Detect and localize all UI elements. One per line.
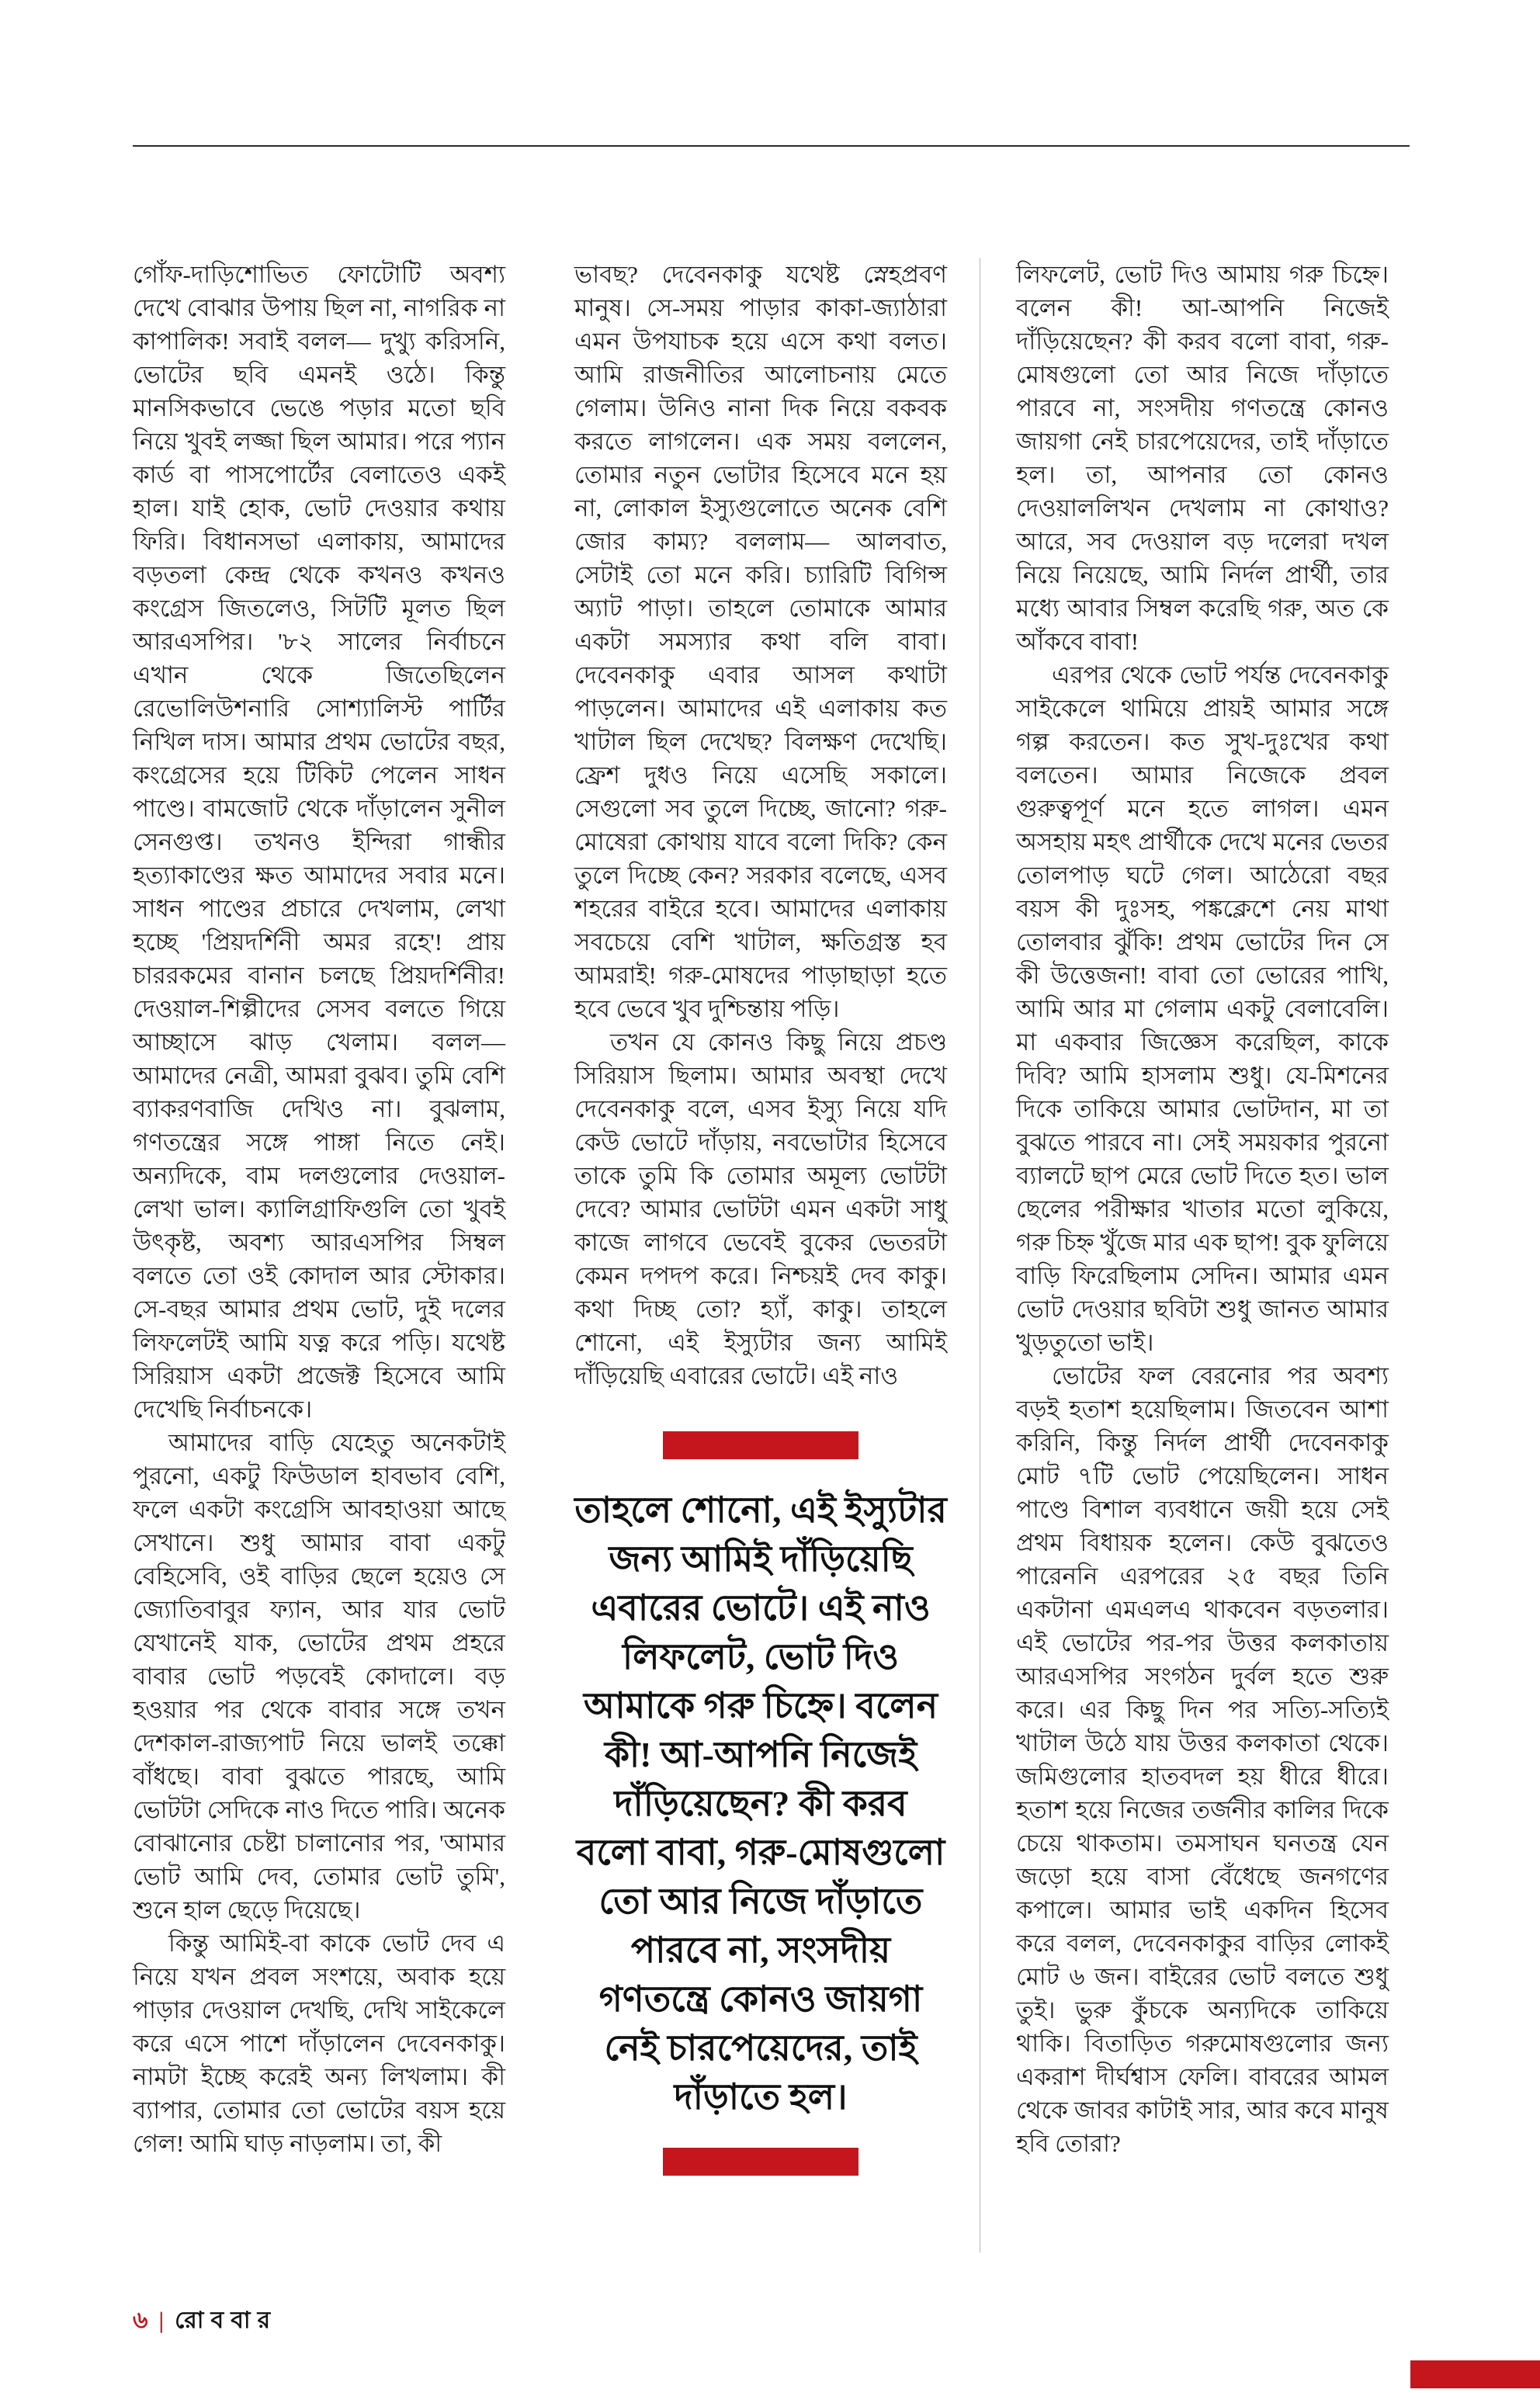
paragraph: লিফলেট, ভোট দিও আমায় গরু চিহ্নে। বলেন কী! আ-আপনি নিজেই দাঁড়িয়েছেন? কী করব বলো বাবা, গরু-মোষগুলো তো আর নিজে দাঁড়াতে পারবে না, সংসদীয় গণতন্ত্রে কোনও জায়গা নেই চারপেয়েদের, তাই দাঁড়াতে হল। তা, আপনার তো কোনও দেওয়াললিখন দেখলাম না কোথাও? আরে, সব দেওয়াল বড় দলেরা দখল নিয়ে নিয়েছে, আমি নির্দল প্রার্থী, তার মধ্যে আবার সিম্বল করেছি গরু, অত কে আঁকবে বাবা! <box>1016 261 1389 655</box>
corner-accent-bar <box>1410 2360 1540 2388</box>
paragraph: আমাদের বাড়ি যেহেতু অনেকটাই পুরনো, একটু ফিউডাল হাবভাব বেশি, ফলে একটা কংগ্রেসি আবহাওয়া আছে সেখানে। শুধু আমার বাবা একটু বেহিসেবি, ওই বাড়ির ছেলে হয়েও সে জ্যোতিবাবুর ফ্যান, আর যার ভোট যেখানেই যাক, ভোটের প্রথম প্রহরে বাবার ভোট পড়বেই কোদালে। বড় হওয়ার পর থেকে বাবার সঙ্গে তখন দেশকাল-রাজ্যপাট নিয়ে ভালই তক্কো বাঁধছে। বাবা বুঝতে পারছে, আমি ভোটটা সেদিকে নাও দিতে পারি। অনেক বোঝানোর চেষ্টা চালানোর পর, 'আমার ভোট আমি দেব, তোমার ভোট তুমি', শুনে হাল ছেড়ে দিয়েছে। <box>133 1429 505 1923</box>
column-1 <box>133 258 505 2176</box>
paragraph: ভোটের ফল বেরনোর পর অবশ্য বড়ই হতাশ হয়েছিলাম। জিতবেন আশা করিনি, কিন্তু নির্দল প্রার্থী দেবেনকাকু মোট ৭টি ভোট পেয়েছিলেন। সাধন পাণ্ডে বিশাল ব্যবধানে জয়ী হয়ে সেই প্রথম বিধায়ক হলেন। কেউ বুঝতেও পারেননি এরপরের ২৫ বছর তিনি একটানা এমএলএ থাকবেন বড়তলার। এই ভোটের পর-পর উত্তর কলকাতায় আরএসপির সংগঠন দুর্বল হতে শুরু করে। এর কিছু দিন পর সত্যি-সত্যিই খাটাল উঠে যায় উত্তর কলকাতা থেকে। জমিগুলোর হাতবদল হয় ধীরে ধীরে। হতাশ হয়ে নিজের তর্জনীর কালির দিকে চেয়ে থাকতাম। তমসাঘন ঘনতন্ত্র যেন জড়ো হয়ে বাসা বেঁধেছে জনগণের কপালে। আমার ভাই একদিন হিসেব করে বলল, দেবেনকাকুর বাড়ির লোকই মোট ৬ জন। বাইরের ভোট বলতে শুধু তুই। ভুরু কুঁচকে অন্যদিকে তাকিয়ে থাকি। বিতাড়িত গরুমোষগুলোর জন্য একরাশ দীর্ঘশ্বাস ফেলি। বাবরের আমল থেকে জাবর কাটাই সার, আর কবে মানুষ হবি তোরা? <box>1016 1362 1389 2157</box>
paragraph: তখন যে কোনও কিছু নিয়ে প্রচণ্ড সিরিয়াস ছিলাম। আমার অবস্থা দেখে দেবেনকাকু বলে, এসব ইস্যু নিয়ে যদি কেউ ভোটে দাঁড়ায়, নবভোটার হিসেবে তাকে তুমি কি তোমার অমূল্য ভোটটা দেবে? আমার ভোটটা এমন একটা সাধু কাজে লাগবে ভেবেই বুকের ভেতরটা কেমন দপদপ করে। নিশ্চয়ই দেব কাকু। কথা দিচ্ছ তো? হ্যাঁ, কাকু। তাহলে শোনো, এই ইস্যুটার জন্য আমিই দাঁড়িয়েছি এবারের ভোটে। এই নাও <box>574 1028 947 1389</box>
paragraph: কিন্তু আমিই-বা কাকে ভোট দেব এ নিয়ে যখন প্রবল সংশয়ে, অবাক হয়ে পাড়ার দেওয়াল দেখছি, দেখি সাইকেলে করে এসে পাশে দাঁড়ালেন দেবেনকাকু। নামটা ইচ্ছে করেই অন্য লিখলাম। কী ব্যাপার, তোমার তো ভোটের বয়স হয়ে গেল! আমি ঘাড় নাড়লাম। তা, কী <box>133 1930 505 2157</box>
column-2 <box>574 258 947 2176</box>
paragraph: ভাবছ? দেবেনকাকু যথেষ্ট স্নেহপ্রবণ মানুষ। সে-সময় পাড়ার কাকা-জ্যাঠারা এমন উপযাচক হয়ে এসে কথা বলত। আমি রাজনীতির আলোচনায় মেতে গেলাম। উনিও নানা দিক নিয়ে বকবক করতে লাগলেন। এক সময় বললেন, তোমার নতুন ভোটার হিসেবে মনে হয় না, লোকাল ইস্যুগুলোতে অনেক বেশি জোর কাম্য? বললাম— আলবাত, সেটাই তো মনে করি। চ্যারিটি বিগিন্স অ্যাট পাড়া। তাহলে তোমাকে আমার একটা সমস্যার কথা বলি বাবা। দেবেনকাকু এবার আসল কথাটা পাড়লেন। আমাদের এই এলাকায় কত খাটাল ছিল দেখেছ? বিলক্ষণ দেখেছি। ফ্রেশ দুধও নিয়ে এসেছি সকালে। সেগুলো সব তুলে দিচ্ছে, জানো? গরু-মোষেরা কোথায় যাবে বলো দিকি? কেন তুলে দিচ্ছে কেন? সরকার বলেছে, এসব শহরের বাইরে হবে। আমাদের এলাকায় সবচেয়ে বেশি খাটাল, ক্ষতিগ্রস্ত হব আমরাই! গরু-মোষদের পাড়াছাড়া হতে হবে ভেবে খুব দুশ্চিন্তায় পড়ি। <box>574 261 947 1022</box>
pull-quote-block <box>574 1431 947 2176</box>
paragraph: গোঁফ-দাড়িশোভিত ফোটোটি অবশ্য দেখে বোঝার উপায় ছিল না, নাগরিক না কাপালিক! সবাই বলল— দুখ্যু করিসনি, ভোটের ছবি এমনই ওঠে। কিন্তু মানসিকভাবে ভেঙে পড়ার মতো ছবি নিয়ে খুবই লজ্জা ছিল আমার। পরে প্যান কার্ড বা পাসপোর্টের বেলাতেও একই হাল। যাই হোক, ভোট দেওয়ার কথায় ফিরি। বিধানসভা এলাকায়, আমাদের বড়তলা কেন্দ্র থেকে কখনও কখনও কংগ্রেস জিতলেও, সিটটি মূলত ছিল আরএসপির। '৮২ সালের নির্বাচনে এখান থেকে জিতেছিলেন রেভোলিউশনারি সোশ্যালিস্ট পার্টির নিখিল দাস। আমার প্রথম ভোটের বছর, কংগ্রেসের হয়ে টিকিট পেলেন সাধন পাণ্ডে। বামজোট থেকে দাঁড়ালেন সুনীল সেনগুপ্ত। তখনও ইন্দিরা গান্ধীর হত্যাকাণ্ডের ক্ষত আমাদের সবার মনে। সাধন পাণ্ডের প্রচারে দেখলাম, লেখা হচ্ছে 'প্রিয়দর্শিনী অমর রহে'! প্রায় চাররকমের বানান চলছে প্রিয়দর্শিনীর! দেওয়াল-শিল্পীদের সেসব বলতে গিয়ে আচ্ছাসে ঝাড় খেলাম। বলল— আমাদের নেত্রী, আমরা বুঝব। তুমি বেশি ব্যাকরণবাজি দেখিও না। বুঝলাম, গণতন্ত্রের সঙ্গে পাঙ্গা নিতে নেই। অন্যদিকে, বাম দলগুলোর দেওয়াল-লেখা ভাল। ক্যালিগ্রাফিগুলি তো খুবই উৎকৃষ্ট, অবশ্য আরএসপির সিম্বল বলতে তো ওই কোদাল আর স্টোকার। সে-বছর আমার প্রথম ভোট, দুই দলের লিফলেটই আমি যত্ন করে পড়ি। যথেষ্ট সিরিয়াস একটা প্রজেক্ট হিসেবে আমি দেখেছি নির্বাচনকে। <box>133 261 505 1423</box>
article-columns <box>133 258 1389 2176</box>
page-number: ৬ <box>133 2308 148 2333</box>
top-rule <box>133 145 1410 147</box>
column-3 <box>1016 258 1389 2176</box>
pull-quote-bottom-bar <box>663 2148 858 2176</box>
paragraph: এরপর থেকে ভোট পর্যন্ত দেবেনকাকু সাইকেলে থামিয়ে প্রায়ই আমার সঙ্গে গল্প করতেন। কত সুখ-দুঃখের কথা বলতেন। আমার নিজেকে প্রবল গুরুত্বপূর্ণ মনে হতে লাগল। এমন অসহায় মহৎ প্রার্থীকে দেখে মনের ভেতর তোলপাড় ঘটে গেল। আঠেরো বছর বয়স কী দুঃসহ, পঙ্কক্লেশে নেয় মাথা তোলবার ঝুঁকি! প্রথম ভোটের দিন সে কী উত্তেজনা! বাবা তো ভোরের পাখি, আমি আর মা গেলাম একটু বেলাবেলি। মা একবার জিজ্ঞেস করেছিল, কাকে দিবি? আমি হাসলাম শুধু। যে-মিশনের দিকে তাকিয়ে আমার ভোটদান, মা তা বুঝতে পারবে না। সেই সময়কার পুরনো ব্যালটে ছাপ মেরে ভোট দিতে হত। ভাল ছেলের পরীক্ষার খাতার মতো লুকিয়ে, গরু চিহ্ন খুঁজে মার এক ছাপ! বুক ফুলিয়ে বাড়ি ফিরেছিলাম সেদিন। আমার এমন ভোট দেওয়ার ছবিটা শুধু জানত আমার খুড়তুতো ভাই। <box>1016 661 1389 1356</box>
pull-quote-top-bar <box>663 1431 858 1459</box>
page-footer <box>133 2307 277 2335</box>
footer-separator: | <box>158 2308 165 2333</box>
pull-quote-text: তাহলে শোনো, এই ইস্যুটার জন্য আমিই দাঁড়িয়েছি এবারের ভোটে। এই নাও লিফলেট, ভোট দিও আমাকে গরু চিহ্নে। বলেন কী! আ-আপনি নিজেই দাঁড়িয়েছেন? কী করব বলো বাবা, গরু-মোষগুলো তো আর নিজে দাঁড়াতে পারবে না, সংসদীয় গণতন্ত্রে কোনও জায়গা নেই চারপেয়েদের, তাই দাঁড়াতে হল। <box>574 1490 947 2117</box>
magazine-title: রোববার <box>175 2308 278 2333</box>
column-2-text <box>574 258 947 1392</box>
